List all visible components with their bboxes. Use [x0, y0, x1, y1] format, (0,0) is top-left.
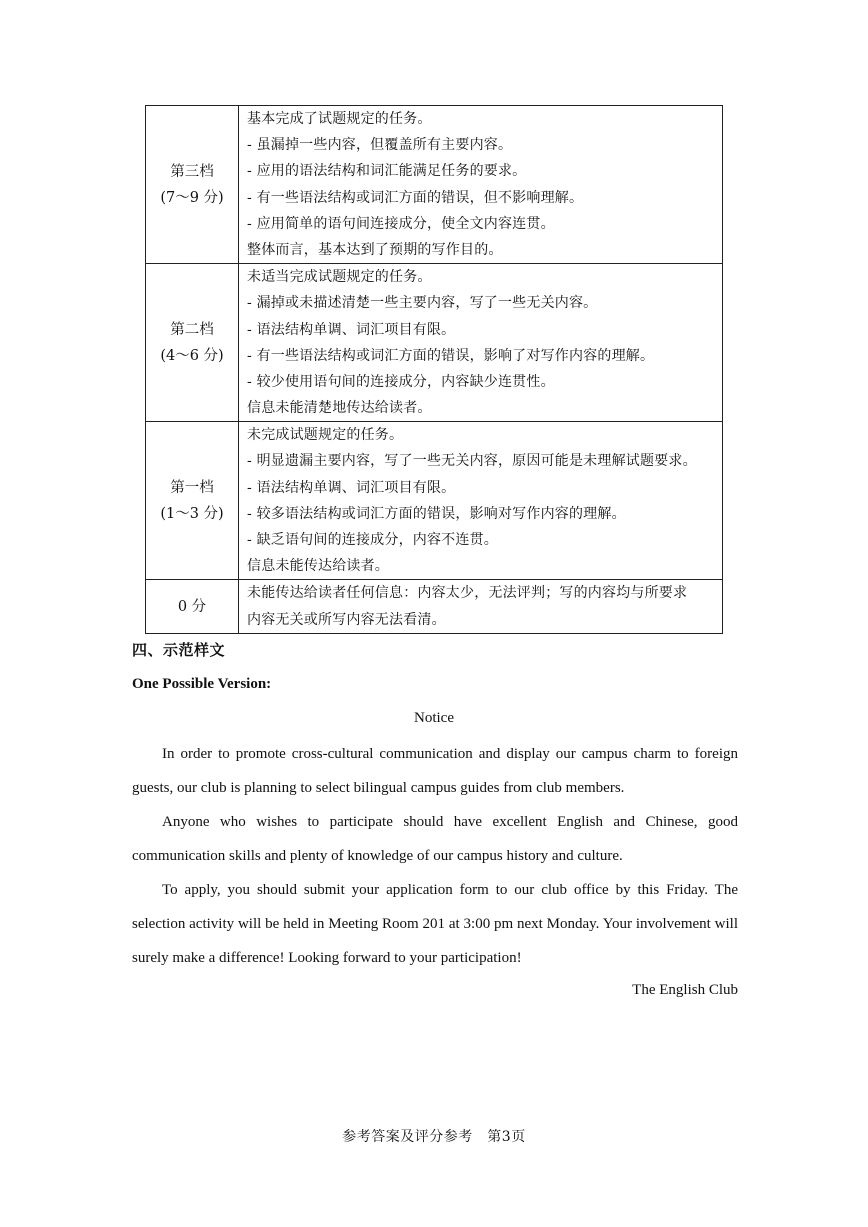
- essay-paragraph: Anyone who wishes to participate should have excellent English and Chinese, good communication skills and plenty of knowledge of our campus history and culture.: [132, 814, 738, 864]
- rubric-level-range: (7～9 分): [160, 189, 224, 206]
- rubric-line: - 明显遗漏主要内容，写了一些无关内容，原因可能是未理解试题要求。: [247, 453, 697, 470]
- rubric-level-cell: [146, 264, 239, 422]
- essay-body: [132, 737, 738, 975]
- page-footer: 参考答案及评分参考 第3页: [342, 1129, 526, 1145]
- rubric-line: 信息未能传达给读者。: [247, 558, 389, 575]
- rubric-level-cell: [146, 422, 239, 580]
- rubric-line: 基本完成了试题规定的任务。: [247, 111, 432, 127]
- rubric-level-name: 第一档: [170, 479, 214, 496]
- rubric-description-cell: [239, 422, 723, 580]
- rubric-row-level-2: [146, 264, 723, 422]
- rubric-line: - 有一些语法结构或词汇方面的错误，但不影响理解。: [247, 189, 584, 206]
- rubric-line: 内容无关或所写内容无法看清。: [247, 611, 446, 628]
- rubric-description-cell: [239, 264, 723, 422]
- rubric-level-name: 第二档: [170, 321, 214, 338]
- essay-paragraph: In order to promote cross-cultural communication and display our campus charm to foreign guests, our club is planning to select bilingual campus guides from club members.: [132, 746, 738, 796]
- rubric-line: - 有一些语法结构或词汇方面的错误，影响了对写作内容的理解。: [247, 347, 655, 364]
- rubric-level-name: 第三档: [170, 163, 214, 180]
- rubric-description-cell: [239, 106, 723, 264]
- rubric-line: - 应用简单的语句间连接成分，使全文内容连贯。: [247, 215, 555, 232]
- essay-signature: The English Club: [632, 982, 738, 998]
- section-heading: 四、示范样文: [132, 641, 226, 659]
- rubric-line: - 应用的语法结构和词汇能满足任务的要求。: [247, 163, 527, 180]
- rubric-level-range: (1～3 分): [160, 505, 224, 522]
- rubric-line: - 语法结构单调、词汇项目有限。: [247, 321, 456, 338]
- rubric-line: - 漏掉或未描述清楚一些主要内容，写了一些无关内容。: [247, 295, 598, 312]
- rubric-level-cell: [146, 580, 239, 633]
- rubric-row-level-1: [146, 422, 723, 580]
- rubric-line: 信息未能清楚地传达给读者。: [247, 400, 432, 417]
- rubric-line: 整体而言，基本达到了预期的写作目的。: [247, 241, 503, 258]
- rubric-line: 未能传达给读者任何信息：内容太少，无法评判；写的内容均与所要求: [247, 585, 688, 602]
- rubric-line: 未完成试题规定的任务。: [247, 427, 404, 444]
- rubric-line: 未适当完成试题规定的任务。: [247, 269, 432, 286]
- rubric-line: - 语法结构单调、词汇项目有限。: [247, 479, 456, 496]
- rubric-line: - 虽漏掉一些内容，但覆盖所有主要内容。: [247, 137, 513, 154]
- essay-title: Notice: [414, 710, 454, 726]
- scoring-rubric-table: [145, 105, 723, 634]
- rubric-line: - 较少使用语句间的连接成分，内容缺少连贯性。: [247, 373, 555, 390]
- rubric-level-cell: [146, 106, 239, 264]
- rubric-description-cell: [239, 580, 723, 633]
- rubric-level-range: (4～6 分): [160, 347, 224, 364]
- version-title: One Possible Version:: [132, 676, 272, 692]
- rubric-row-level-3: [146, 106, 723, 264]
- rubric-row-level-0: [146, 580, 723, 633]
- rubric-line: - 缺乏语句间的连接成分，内容不连贯。: [247, 532, 498, 548]
- essay-paragraph: To apply, you should submit your application form to our club office by this Friday. The selection activity will be held in Meeting Room 201 at 3:00 pm next Monday. Your involvement will surely make a difference! Looking forward to your participation!: [132, 882, 738, 966]
- rubric-level-name: 0 分: [177, 598, 207, 615]
- rubric-line: - 较多语法结构或词汇方面的错误，影响对写作内容的理解。: [247, 505, 626, 522]
